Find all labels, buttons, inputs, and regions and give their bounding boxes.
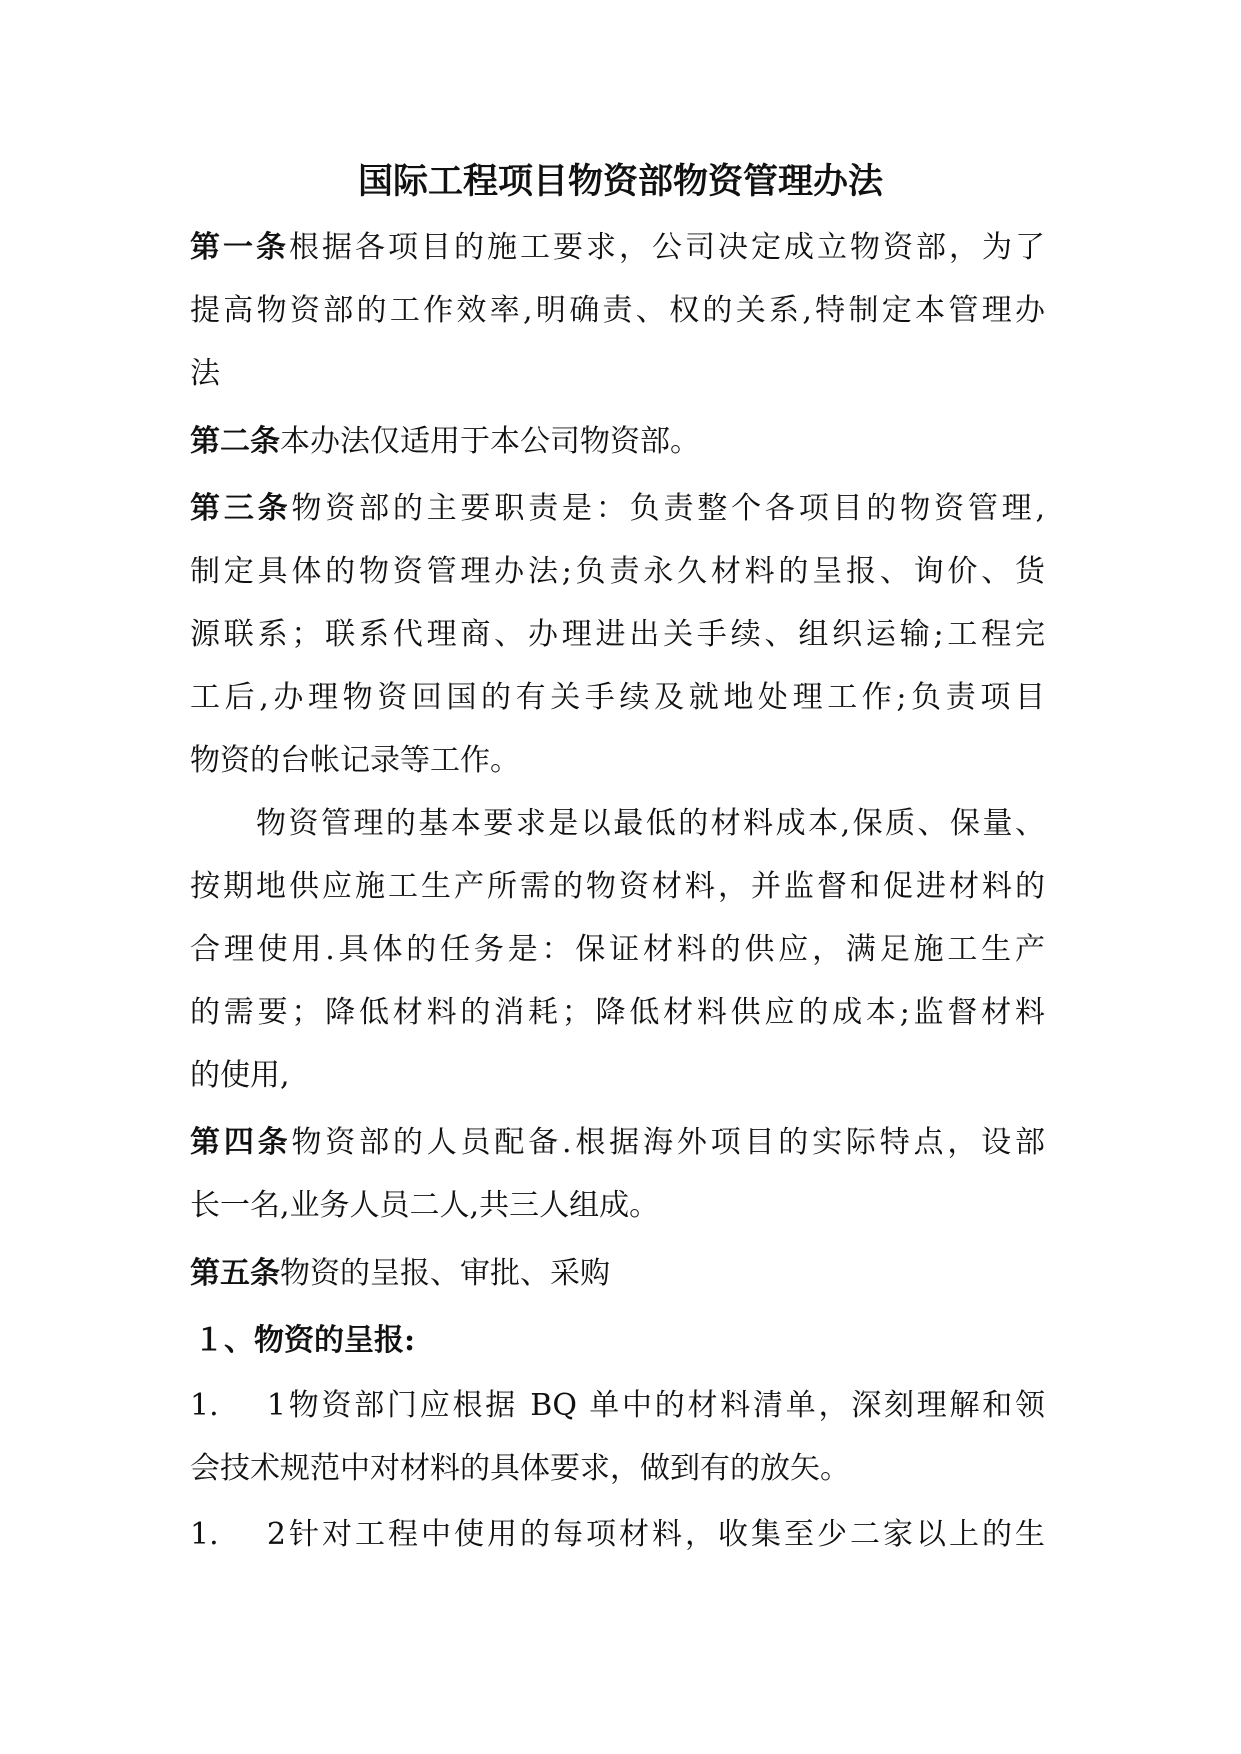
document-title: 国际工程项目物资部物资管理办法	[357, 161, 883, 202]
article-3-line-5: 物资的台帐记录等工作。	[190, 743, 520, 778]
article-3-line-4: 工后,办理物资回国的有关手续及就地处理工作;负责项目	[190, 680, 1045, 715]
article-4-line-1	[190, 1120, 1045, 1166]
section-1-heading: １、物资的呈报:	[194, 1323, 416, 1358]
article-2-line-1	[190, 419, 1045, 465]
article-4-label: 第四条	[190, 1125, 292, 1160]
article-2-label: 第二条	[190, 424, 280, 459]
article-1-line-3: 法	[190, 356, 220, 391]
item-1-2-text-1: 针对工程中使用的每项材料，收集至少二家以上的生	[286, 1517, 1045, 1552]
item-1-1-line-1	[190, 1383, 1045, 1429]
article-3-line-1	[190, 486, 1045, 532]
basic-requirements-line-5: 的使用,	[190, 1058, 290, 1093]
item-1-1-line-2: 会技术规范中对材料的具体要求，做到有的放矢。	[190, 1451, 850, 1486]
basic-requirements-line-4: 的需要；降低材料的消耗；降低材料供应的成本;监督材料	[190, 995, 1045, 1030]
article-3-line-2: 制定具体的物资管理办法;负责永久材料的呈报、询价、货	[190, 554, 1045, 589]
article-4-text-1: 物资部的人员配备.根据海外项目的实际特点，设部	[291, 1125, 1046, 1160]
article-5-text-1: 物资的呈报、审批、采购	[280, 1256, 610, 1291]
article-1-line-1	[190, 225, 1045, 271]
basic-requirements-line-2: 按期地供应施工生产所需的物资材料，并监督和促进材料的	[190, 869, 1045, 904]
article-3-text-1: 物资部的主要职责是：负责整个各项目的物资管理,	[291, 491, 1046, 526]
item-1-2-number: 1. 2	[190, 1517, 286, 1552]
article-3-line-3: 源联系；联系代理商、办理进出关手续、组织运输;工程完	[190, 617, 1045, 652]
basic-requirements-line-1: 物资管理的基本要求是以最低的材料成本,保质、保量、	[256, 806, 1045, 841]
article-4-line-2: 长一名,业务人员二人,共三人组成。	[190, 1188, 660, 1223]
item-1-2-line-1	[190, 1512, 1045, 1558]
article-2-text-1: 本办法仅适用于本公司物资部。	[280, 424, 700, 459]
article-5-line-1	[190, 1251, 1045, 1297]
article-5-label: 第五条	[190, 1256, 280, 1291]
article-1-line-2: 提高物资部的工作效率,明确责、权的关系,特制定本管理办	[190, 293, 1045, 328]
article-1-label: 第一条	[190, 230, 289, 265]
basic-requirements-line-3: 合理使用.具体的任务是：保证材料的供应，满足施工生产	[190, 932, 1045, 967]
article-1-text-1: 根据各项目的施工要求，公司决定成立物资部，为了	[289, 230, 1045, 265]
item-1-1-number: 1. 1	[190, 1388, 286, 1423]
item-1-1-text-1: 物资部门应根据 BQ 单中的材料清单，深刻理解和领	[286, 1388, 1045, 1423]
article-3-label: 第三条	[190, 491, 292, 526]
